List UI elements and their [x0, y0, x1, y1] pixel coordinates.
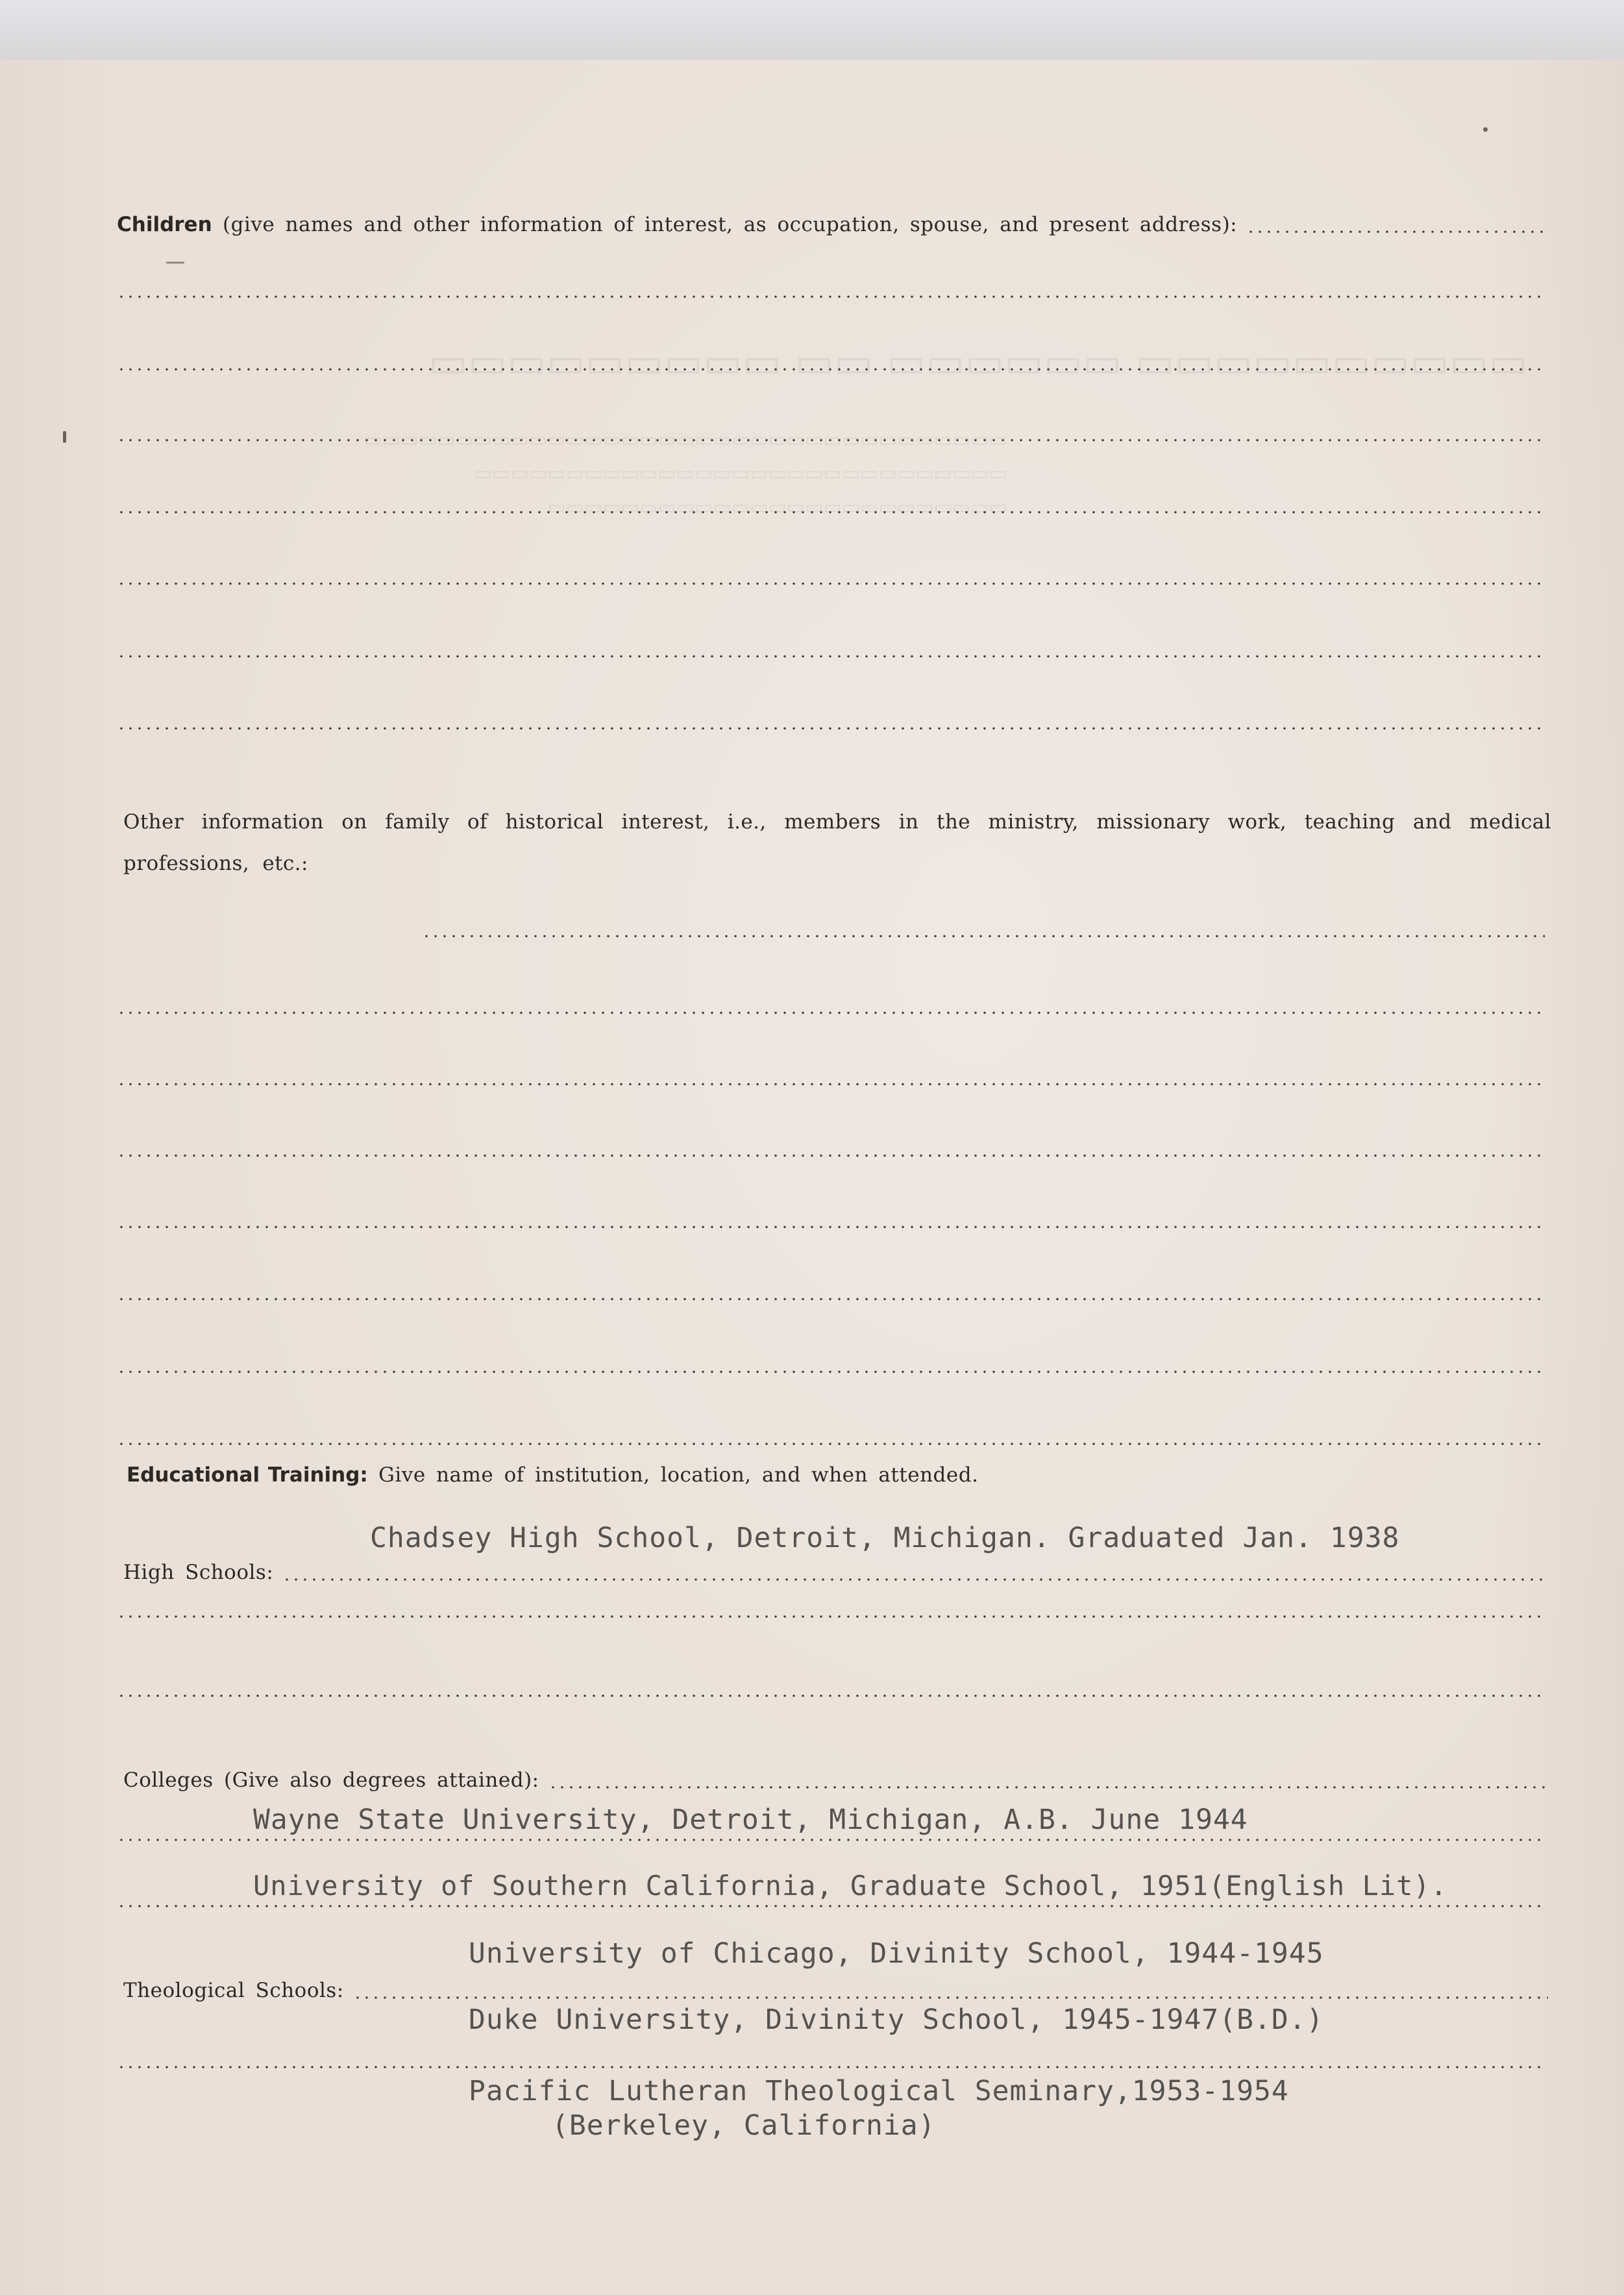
children-line-5: [117, 511, 1545, 514]
high-schools-entry: Chadsey High School, Detroit, Michigan. Graduated Jan. 1938: [370, 1522, 1400, 1554]
theological-entry-3: Pacific Lutheran Theological Seminary,1953-1954: [469, 2075, 1289, 2107]
theological-schools-field: [123, 1979, 1548, 2002]
children-line-3: [117, 368, 1545, 371]
theological-line-2: [117, 2066, 1545, 2068]
children-line-7: [117, 655, 1545, 658]
children-label: Children: [117, 213, 212, 236]
college-entry-2: University of Southern California, Graduate School, 1951(English Lit).: [253, 1870, 1448, 1902]
scan-speck: [63, 431, 66, 443]
children-line-6: [117, 582, 1545, 585]
children-line-2: [117, 295, 1545, 298]
children-line-8: [117, 727, 1545, 730]
children-field: [117, 213, 1548, 236]
colleges-dotted-line: [548, 1786, 1548, 1789]
college-entry-1: Wayne State University, Detroit, Michigan, A.B. June 1944: [253, 1804, 1248, 1836]
questionnaire-page-back: [0, 60, 1624, 2295]
other-info-line-3: [117, 1011, 1545, 1014]
theological-entry-1: University of Chicago, Divinity School, 1944-1945: [469, 1937, 1324, 1970]
other-info-line-7: [117, 1298, 1545, 1300]
theological-entry-4: (Berkeley, California): [552, 2109, 936, 2142]
other-info-line-1: [422, 935, 1545, 937]
scan-speck: [1483, 127, 1488, 132]
other-info-line-8: [117, 1371, 1545, 1373]
children-dotted-line: [1246, 230, 1548, 233]
bleed-through-lines: ▭▭▭▭▭▭▭▭▭▭▭▭▭▭▭▭▭▭▭▭▭▭▭▭▭▭▭▭▭▭▭▭▭▭▭ ▭▭▭▭▭▭▭▭▭▭▭▭▭▭▭▭▭▭▭▭▭▭▭▭▭▭▭▭▭ ▭▭▭▭▭▭▭▭▭▭▭▭▭▭▭▭▭▭▭▭▭▭▭▭▭: [363, 428, 1008, 519]
children-label-group: [117, 213, 1237, 236]
high-schools-dotted-line: [282, 1578, 1548, 1581]
high-schools-line-3: [117, 1694, 1545, 1697]
other-info-line-4: [117, 1083, 1545, 1085]
high-schools-field: [123, 1561, 1548, 1584]
children-instruction: (give names and other information of interest, as occupation, spouse, and present address):: [223, 213, 1238, 236]
educational-training-heading: [127, 1463, 1558, 1487]
other-info-line-9: [117, 1443, 1545, 1445]
scan-speck: [166, 262, 184, 264]
educational-training-instruction: Give name of institution, location, and when attended.: [378, 1463, 979, 1487]
other-info-line-6: [117, 1226, 1545, 1228]
high-schools-line-2: [117, 1615, 1545, 1618]
children-line-4: [117, 439, 1545, 441]
other-information-prompt: Other information on family of historical interest, i.e., members in the ministry, missionary work, teaching and medical professions, etc.:: [123, 810, 1551, 875]
scan-background: [0, 0, 1624, 62]
theological-schools-dotted-line: [353, 1996, 1548, 1999]
educational-training-label: Educational Training:: [127, 1463, 368, 1487]
other-info-line-5: [117, 1154, 1545, 1157]
theological-schools-label: Theological Schools:: [123, 1979, 344, 2002]
colleges-field: [123, 1768, 1548, 1792]
colleges-label: Colleges (Give also degrees attained):: [123, 1768, 539, 1792]
colleges-line-3: [117, 1905, 1545, 1907]
bleed-through-title: ▭▭▭▭▭▭▭▭▭▭ ▭▭▭▭▭▭ ▭▭ ▭▭▭▭▭▭▭▭▭: [428, 339, 1528, 387]
theological-entry-2: Duke University, Divinity School, 1945-1947(B.D.): [469, 2003, 1324, 2036]
high-schools-label: High Schools:: [123, 1561, 274, 1584]
colleges-line-2: [117, 1839, 1545, 1841]
